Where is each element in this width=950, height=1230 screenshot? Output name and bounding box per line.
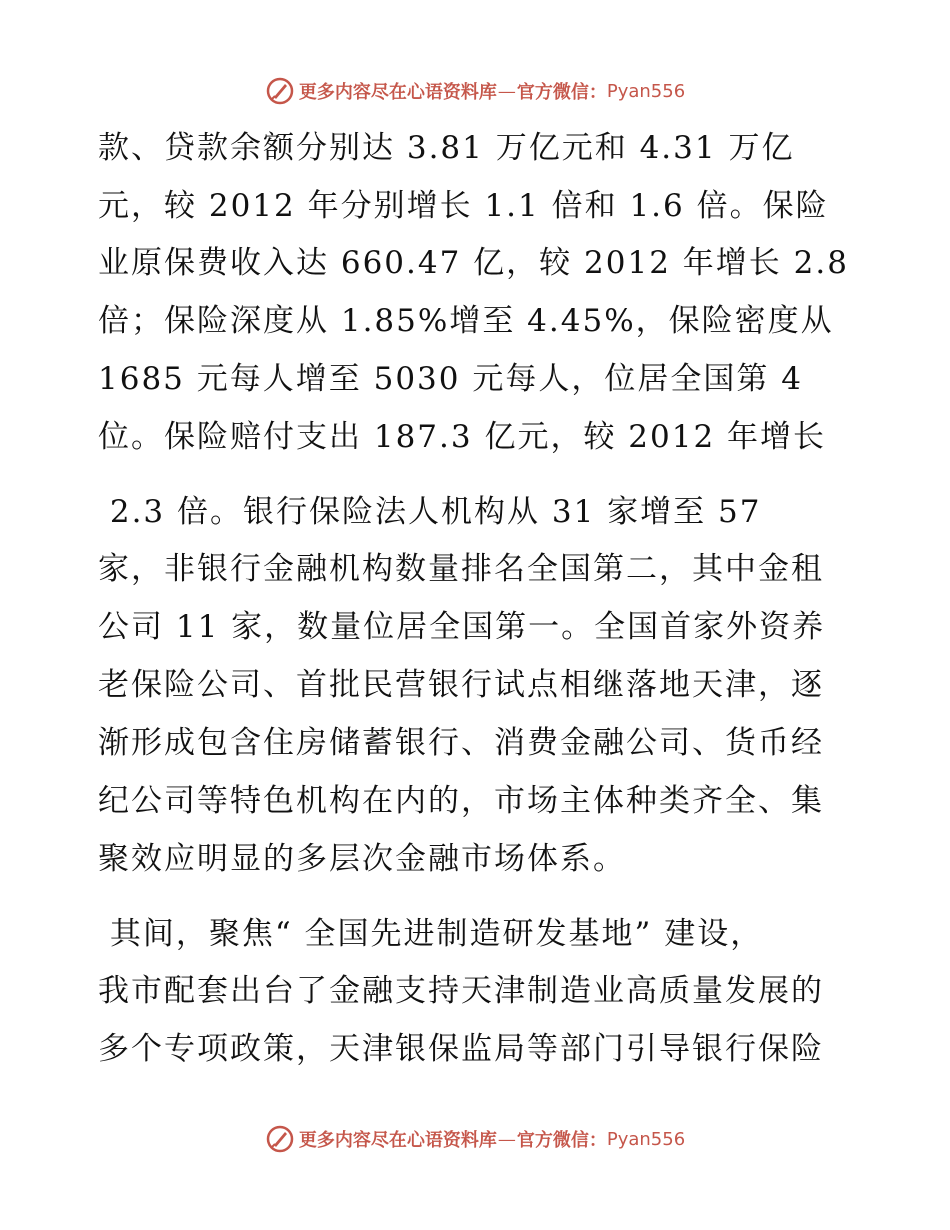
body-line-2: 元，较 2012 年分别增长 1.1 倍和 1.6 倍。保险: [98, 188, 829, 224]
body-line-5: 1685 元每人增至 5030 元每人，位居全国第 4: [98, 361, 803, 397]
body-line-1: 款、贷款余额分别达 3.81 万亿元和 4.31 万亿: [98, 130, 795, 166]
body-line-10: 老保险公司、首批民营银行试点相继落地天津，逐: [98, 667, 824, 703]
watermark-main-text: 更多内容尽在心语资料库: [298, 82, 497, 103]
body-line-6: 位。保险赔付支出 187.3 亿元，较 2012 年增长: [98, 419, 827, 455]
watermark-wechat-id: Pyan556: [606, 80, 686, 102]
watermark-dash: —: [497, 1128, 516, 1150]
quill-circle-logo-icon: [265, 76, 295, 106]
body-line-9: 公司 11 家，数量位居全国第一。全国首家外资养: [98, 609, 826, 645]
watermark-wechat-id: Pyan556: [606, 1128, 686, 1150]
body-line-4: 倍；保险深度从 1.85%增至 4.45%，保险密度从: [98, 303, 834, 339]
watermark-official-label: 官方微信：: [516, 1130, 607, 1151]
watermark-dash: —: [497, 80, 516, 102]
body-line-14: 其间，聚焦“ 全国先进制造研发基地” 建设，: [98, 916, 764, 952]
body-line-3: 业原保费收入达 660.47 亿，较 2012 年增长 2.8: [98, 245, 849, 281]
quill-circle-logo-icon: [265, 1124, 295, 1154]
body-line-11: 渐形成包含住房储蓄银行、消费金融公司、货币经: [98, 725, 824, 761]
watermark-main-text: 更多内容尽在心语资料库: [298, 1130, 497, 1151]
watermark-official-label: 官方微信：: [516, 82, 607, 103]
body-line-12: 纪公司等特色机构在内的，市场主体种类齐全、集: [98, 783, 824, 819]
body-line-7: 2.3 倍。银行保险法人机构从 31 家增至 57: [98, 494, 762, 530]
body-line-16: 多个专项政策，天津银保监局等部门引导银行保险: [98, 1031, 824, 1067]
watermark-header: [0, 74, 950, 108]
watermark-footer: [0, 1122, 950, 1156]
body-line-15: 我市配套出台了金融支持天津制造业高质量发展的: [98, 973, 824, 1009]
body-line-13: 聚效应明显的多层次金融市场体系。: [98, 841, 626, 877]
body-line-8: 家，非银行金融机构数量排名全国第二，其中金租: [98, 551, 824, 587]
